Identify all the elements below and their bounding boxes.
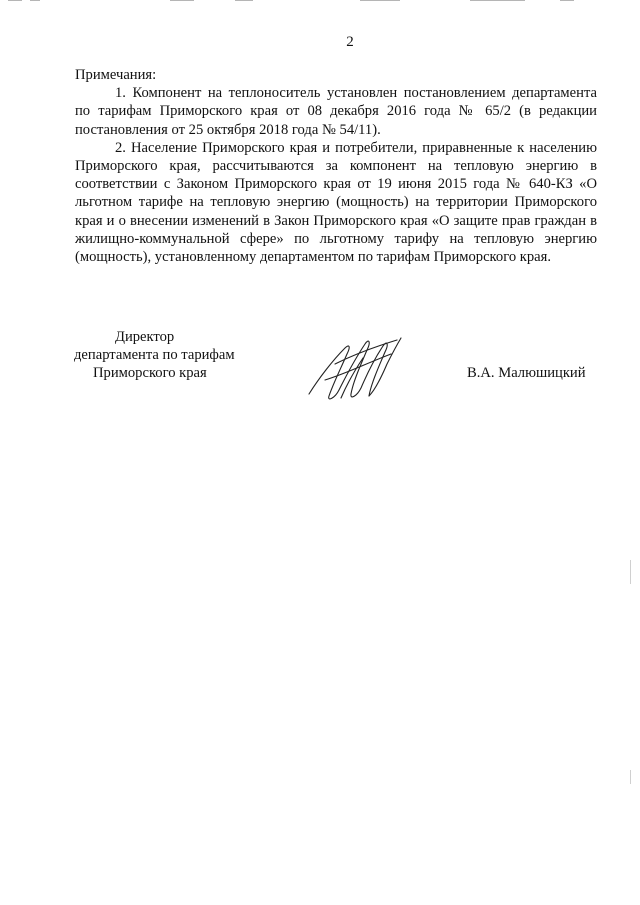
signatory-department: департамента по тарифам	[74, 347, 235, 363]
signatory-region: Приморского края	[93, 365, 207, 381]
notes-heading: Примечания:	[75, 67, 157, 83]
note-item: 2. Население Приморского края и потребители, приравненные к населению Приморского края, рассчитываются за компонент на тепловую энергию в соответствии с Законом Приморского края от 19 июня 2015 года № 640-КЗ «О льготном тарифе на тепловую энергию (мощность) на территории Приморского края и о внесении изменений в Закон Приморского края «О защите прав граждан в жилищно-коммунальной сфере» по льготному тарифу на тепловую энергию (мощность), установленному департаментом по тарифам Приморского края.	[75, 139, 597, 266]
scan-edge-marks	[0, 0, 640, 3]
scan-edge-line	[630, 560, 631, 584]
handwritten-signature-icon	[305, 334, 405, 404]
signatory-name: В.А. Малюшицкий	[467, 365, 586, 381]
signature-block	[0, 328, 640, 408]
notes-section	[75, 66, 597, 266]
page-number: 2	[346, 34, 354, 50]
signatory-title: Директор	[115, 329, 175, 345]
scan-edge-line	[630, 770, 631, 784]
note-item: 1. Компонент на теплоноситель установлен постановлением департамента по тарифам Приморского края от 08 декабря 2016 года № 65/2 (в редакции постановления от 25 октября 2018 года № 54/11).	[75, 85, 597, 138]
